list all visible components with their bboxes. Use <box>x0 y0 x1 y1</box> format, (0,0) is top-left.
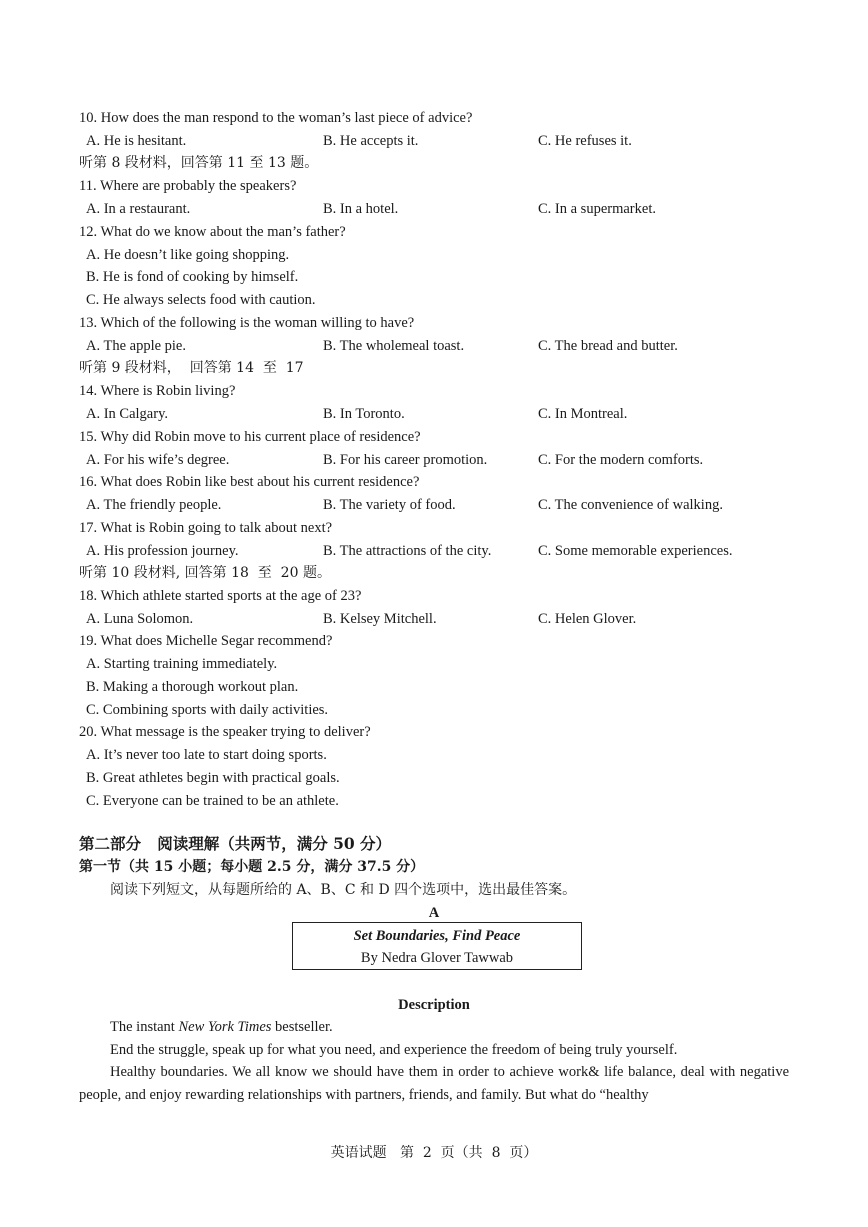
question-17-option-a: A. His profession journey. <box>86 543 239 559</box>
question-18-option-c: C. Helen Glover. <box>538 611 637 627</box>
question-10-option-b: B. He accepts it. <box>323 133 419 149</box>
question-20-option-b: B. Great athletes begin with practical goals. <box>86 770 340 786</box>
instruction-material-10: 听第 10 段材料, 回答第 18 至 20 题。 <box>79 565 331 581</box>
paragraph-bestseller <box>110 1017 333 1037</box>
question-16-stem: 16. What does Robin like best about his current residence? <box>79 474 420 490</box>
question-19-option-b: B. Making a thorough workout plan. <box>86 679 299 695</box>
paragraph-bestseller-pre: The instant <box>110 1019 179 1035</box>
question-13-option-a: A. The apple pie. <box>86 338 186 354</box>
question-10-option-c: C. He refuses it. <box>538 133 632 149</box>
question-16-option-b: B. The variety of food. <box>323 497 456 513</box>
question-12-option-b: B. He is fond of cooking by himself. <box>86 269 299 285</box>
passage-letter: A <box>428 905 440 921</box>
question-18-option-b: B. Kelsey Mitchell. <box>323 611 437 627</box>
question-14-stem: 14. Where is Robin living? <box>79 383 236 399</box>
question-19-option-c: C. Combining sports with daily activities. <box>86 702 329 718</box>
question-10-stem: 10. How does the man respond to the woman’s last piece of advice? <box>79 110 473 126</box>
question-13-option-b: B. The wholemeal toast. <box>323 338 465 354</box>
question-20-stem: 20. What message is the speaker trying to deliver? <box>79 724 371 740</box>
question-12-stem: 12. What do we know about the man’s father? <box>79 224 346 240</box>
question-11-stem: 11. Where are probably the speakers? <box>79 178 297 194</box>
book-title: Set Boundaries, Find Peace <box>353 928 521 944</box>
question-19-stem: 19. What does Michelle Segar recommend? <box>79 633 333 649</box>
paragraph-healthy-boundaries: Healthy boundaries. We all know we should have them in order to achieve work& life balance, deal with negative people, and enjoy rewarding relationships with partners, friends, and family. But what do “healthy <box>79 1064 789 1103</box>
question-15-option-a: A. For his wife’s degree. <box>86 452 230 468</box>
question-10-option-a: A. He is hesitant. <box>86 133 187 149</box>
reading-directions: 阅读下列短文，从每题所给的 A、B、C 和 D 四个选项中，选出最佳答案。 <box>110 882 577 898</box>
question-18-option-a: A. Luna Solomon. <box>86 611 194 627</box>
question-11-option-c: C. In a supermarket. <box>538 201 656 217</box>
question-15-stem: 15. Why did Robin move to his current place of residence? <box>79 429 421 445</box>
question-14-option-a: A. In Calgary. <box>86 406 169 422</box>
page-footer: 英语试题 第 2 页（共 8 页） <box>330 1145 538 1161</box>
question-11-option-b: B. In a hotel. <box>323 201 399 217</box>
description-heading: Description <box>398 997 470 1013</box>
part2-heading: 第二部分 阅读理解（共两节，满分 50 分） <box>79 834 392 853</box>
instruction-material-9: 听第 9 段材料， 回答第 14 至 17 <box>79 360 304 376</box>
question-15-option-c: C. For the modern comforts. <box>538 452 704 468</box>
section1-heading: 第一节（共 15 小题；每小题 2.5 分，满分 37.5 分） <box>79 859 425 875</box>
question-18-stem: 18. Which athlete started sports at the age of 23? <box>79 588 362 604</box>
question-15-option-b: B. For his career promotion. <box>323 452 488 468</box>
question-16-option-c: C. The convenience of walking. <box>538 497 723 513</box>
paragraph-end-struggle: End the struggle, speak up for what you need, and experience the freedom of being truly yourself. <box>110 1042 678 1058</box>
question-14-option-c: C. In Montreal. <box>538 406 628 422</box>
paragraph-bestseller-post: bestseller. <box>271 1019 333 1035</box>
newspaper-name: New York Times <box>178 1019 272 1035</box>
question-12-option-c: C. He always selects food with caution. <box>86 292 316 308</box>
question-11-option-a: A. In a restaurant. <box>86 201 191 217</box>
question-17-stem: 17. What is Robin going to talk about next? <box>79 520 333 536</box>
question-20-option-c: C. Everyone can be trained to be an athlete. <box>86 793 339 809</box>
question-17-option-c: C. Some memorable experiences. <box>538 543 733 559</box>
question-14-option-b: B. In Toronto. <box>323 406 405 422</box>
instruction-material-8: 听第 8 段材料，回答第 11 至 13 题。 <box>79 155 319 171</box>
book-title-box <box>292 922 582 970</box>
question-16-option-a: A. The friendly people. <box>86 497 222 513</box>
question-19-option-a: A. Starting training immediately. <box>86 656 278 672</box>
question-17-option-b: B. The attractions of the city. <box>323 543 492 559</box>
book-author: By Nedra Glover Tawwab <box>360 950 514 966</box>
question-12-option-a: A. He doesn’t like going shopping. <box>86 247 290 263</box>
question-20-option-a: A. It’s never too late to start doing sports. <box>86 747 327 763</box>
question-13-option-c: C. The bread and butter. <box>538 338 678 354</box>
question-13-stem: 13. Which of the following is the woman willing to have? <box>79 315 415 331</box>
